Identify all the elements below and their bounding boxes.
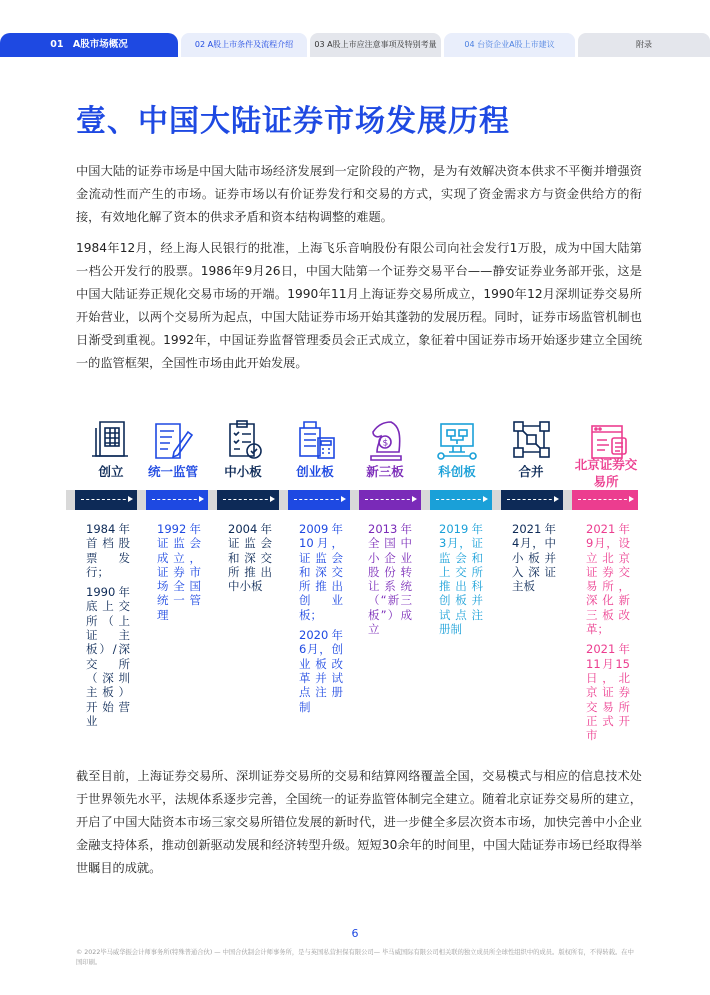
timeline-label: 创立 xyxy=(98,464,124,479)
pen-document-icon xyxy=(150,418,194,462)
timeline-description: 2021年9月，设立北京证券交易所，深化新三板改革； 2021年11月15日，北京证券交易所正式开市 xyxy=(586,522,630,743)
tab-listing-conditions[interactable]: 02 A股上市条件及流程介绍 xyxy=(181,33,307,57)
timeline-gap xyxy=(208,490,217,510)
timeline-bar xyxy=(359,490,421,510)
timeline-description: 1992年证监会成立，证券市场全国统一管理 xyxy=(157,522,201,622)
history-paragraph: 1984年12月，经上海人民银行的批准，上海飞乐音响股份有限公司向社会发行1万股，成为中国大陆第一档公开发行的股票。1986年9月26日，中国大陆第一个证券交易平台——静安证券业务部开张，这是中国大陆证券正规化交易市场的开端。1990年11月上海证券交易所成立，1990年12月深圳证券交易所开始营业，以两个交易所为起点，中国大陆证券市场开始其蓬勃的发展历程。同时，证券市场监管机制也日渐受到重视。1992年，中国证券监督管理委员会正式成立，象征着中国证券市场开始逐步建立全国统一的监管框架，全国性市场由此开始发展。 xyxy=(76,241,642,370)
tab-appendix[interactable]: 附录 xyxy=(578,33,710,57)
merge-network-icon xyxy=(510,418,554,462)
tab-taiwan-enterprise-suggestions[interactable]: 04 台资企业A股上市建议 xyxy=(444,33,575,57)
timeline-bar xyxy=(501,490,563,510)
timeline-gap xyxy=(492,490,501,510)
copyright-footer: © 2022毕马威华振会计师事务所(特殊普通合伙) — 中国合伙制会计师事务所，是与英国私营担保有限公司— 毕马威国际有限公司相关联的独立成员所全球性组织中的成员。版权所有，不得转载。在中国印刷。 xyxy=(76,949,634,966)
checklist-icon xyxy=(222,418,266,462)
timeline-bar xyxy=(217,490,279,510)
timeline-bar xyxy=(75,490,137,510)
timeline-description: 2021年4月，中小板并入深证主板 xyxy=(512,522,556,594)
page-title: 壹、中国大陆证券市场发展历程 xyxy=(76,104,510,139)
page-number: 6 xyxy=(351,927,359,940)
timeline-description: 2019年3月，证监会和上交所推出科创板并试点注册制 xyxy=(439,522,483,637)
timeline-gap xyxy=(66,490,75,510)
timeline-bar xyxy=(430,490,492,510)
timeline-gap xyxy=(137,490,146,510)
timeline-description: 1984年首档股票发行； 1990年底上交所（上证主板）/深交所（深圳主板）开始营业 xyxy=(86,522,130,728)
timeline-gap xyxy=(350,490,359,510)
conclusion-paragraph: 截至目前，上海证券交易所、深圳证券交易所的交易和结算网络覆盖全国，交易模式与相应的信息技术处于世界领先水平，法规体系逐步完善，全国统一的证券监管体制完全建立。随着北京证券交易所的建立，开启了中国大陆资本市场三家交易所错位发展的新时代，进一步健全多层次资本市场，加快完善中小企业金融支持体系，推动创新驱动发展和经济转型升级。短短30余年的时间里，中国大陆证券市场已经取得举世瞩目的成就。 xyxy=(76,769,642,875)
tab-a-share-overview[interactable]: 01 A股市场概况 xyxy=(0,33,178,57)
intro-paragraph: 中国大陆的证券市场是中国大陆市场经济发展到一定阶段的产物，是为有效解决资本供求不平衡并增强资金流动性而产生的市场。证券市场以有价证券发行和交易的方式，实现了资金需求方与资金供给方的衔接，有效地化解了资本的供求矛盾和资本结构调整的难题。 xyxy=(76,164,642,224)
timeline-description: 2009年10月，证监会和深交所推出创业板； 2020年6月，创业板改革并试点注册制 xyxy=(299,522,343,714)
timeline-label: 科创板 xyxy=(438,464,476,479)
monitor-network-icon xyxy=(435,418,479,462)
timeline-description: 2004年证监会和深交所推出中小板 xyxy=(228,522,272,594)
timeline-bar xyxy=(572,490,638,510)
timeline-gap xyxy=(421,490,430,510)
timeline-label: 统一监管 xyxy=(147,464,198,479)
timeline-label: 新三板 xyxy=(366,464,404,479)
timeline-bar xyxy=(288,490,350,510)
calculator-icon xyxy=(294,418,338,462)
timeline-gap xyxy=(279,490,288,510)
section-tab-bar xyxy=(0,33,710,57)
svg-text:$: $ xyxy=(382,438,389,449)
timeline-label: 合并 xyxy=(518,464,544,479)
timeline-label: 北京证券交易所 xyxy=(574,457,638,489)
timeline-description: 2013年全国中小企业股份转让系统（“新三板”）成立 xyxy=(368,522,412,637)
document-icon xyxy=(88,418,132,462)
timeline-gap xyxy=(563,490,572,510)
chess-knight-icon xyxy=(363,418,407,462)
timeline-label: 中小板 xyxy=(224,464,262,479)
tab-listing-considerations[interactable]: 03 A股上市应注意事项及特别考量 xyxy=(310,33,441,57)
timeline-label: 创业板 xyxy=(296,464,334,479)
timeline-bar xyxy=(146,490,208,510)
